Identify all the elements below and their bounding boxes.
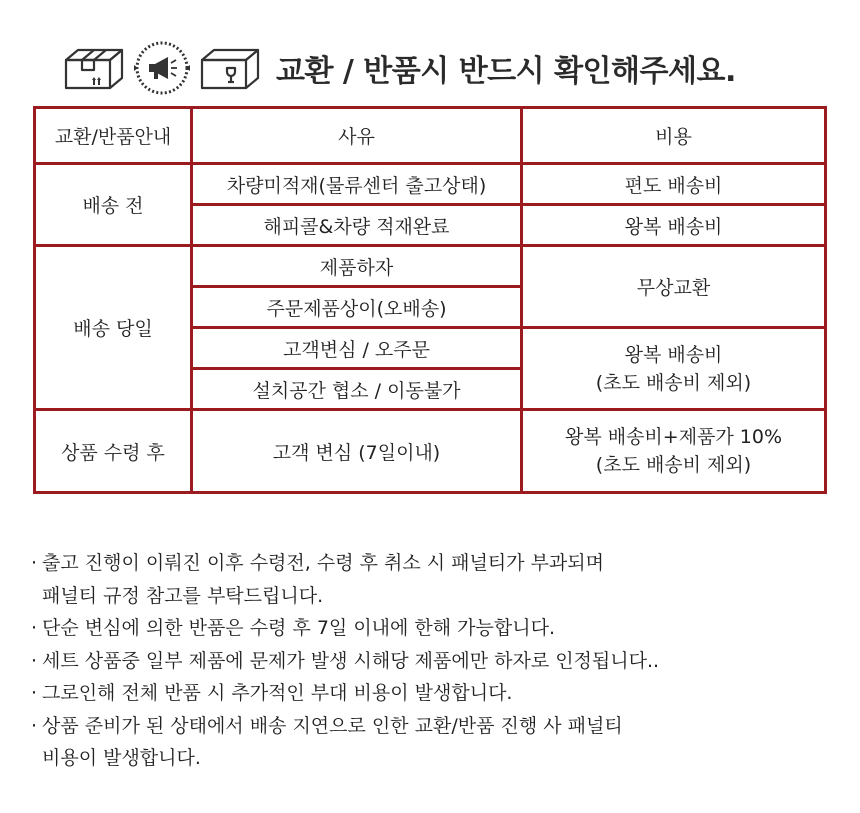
notice-text: 단순 변심에 의한 반품은 수령 후 7일 이내에 한해 가능합니다. [42, 617, 555, 639]
column-header-cost: 비용 [522, 108, 826, 164]
bullet: · [31, 649, 38, 672]
notice-text: 상품 준비가 된 상태에서 배송 지연으로 인한 교환/반품 진행 사 패널티 비용이 발생합니다. [42, 714, 623, 769]
page-title: 교환 / 반품시 반드시 확인해주세요. [276, 54, 736, 89]
column-header-guide: 교환/반품안내 [35, 108, 192, 164]
bullet: · [31, 682, 38, 704]
reason-cell: 제품하자 [192, 246, 522, 287]
cost-cell: 편도 배송비 [522, 164, 826, 205]
list-item [31, 710, 831, 775]
table-row [35, 164, 826, 205]
group-label-before-delivery: 배송 전 [35, 164, 192, 246]
column-header-reason: 사유 [192, 108, 522, 164]
reason-cell: 해피콜&차량 적재완료 [192, 205, 522, 246]
bullet: · [31, 617, 38, 639]
list-item [31, 645, 831, 678]
bullet: · [31, 714, 38, 737]
list-item [31, 677, 831, 710]
notice-text: 출고 진행이 이뤄진 이후 수령전, 수령 후 취소 시 패널티가 부과되며 패널티 규정 참고를 부탁드립니다. [42, 552, 604, 607]
group-label-after-receipt: 상품 수령 후 [35, 410, 192, 493]
table-row [35, 410, 826, 493]
notice-text: 세트 상품중 일부 제품에 문제가 발생 시해당 제품에만 하자로 인정됩니다.. [42, 649, 660, 672]
reason-cell: 주문제품상이(오배송) [192, 287, 522, 328]
cost-cell: 왕복 배송비+제품가 10% (초도 배송비 제외) [522, 410, 826, 493]
cost-cell: 왕복 배송비 (초도 배송비 제외) [522, 328, 826, 410]
box-icon [62, 44, 126, 92]
list-item [31, 547, 831, 612]
header-icons [62, 38, 262, 98]
table-header-row [35, 108, 826, 164]
fragile-box-icon [198, 44, 262, 92]
cost-cell: 무상교환 [522, 246, 826, 328]
megaphone-badge-icon [132, 38, 192, 98]
page-header [62, 38, 736, 98]
reason-cell: 고객변심 / 오주문 [192, 328, 522, 369]
reason-cell: 설치공간 협소 / 이동불가 [192, 369, 522, 410]
group-label-delivery-day: 배송 당일 [35, 246, 192, 410]
exchange-return-table [33, 106, 827, 494]
reason-cell: 고객 변심 (7일이내) [192, 410, 522, 493]
bullet: · [31, 552, 38, 574]
cost-cell: 왕복 배송비 [522, 205, 826, 246]
list-item [31, 612, 831, 645]
table-row [35, 246, 826, 287]
notice-list [31, 547, 831, 775]
reason-cell: 차량미적재(물류센터 출고상태) [192, 164, 522, 205]
notice-text: 그로인해 전체 반품 시 추가적인 부대 비용이 발생합니다. [42, 682, 513, 704]
